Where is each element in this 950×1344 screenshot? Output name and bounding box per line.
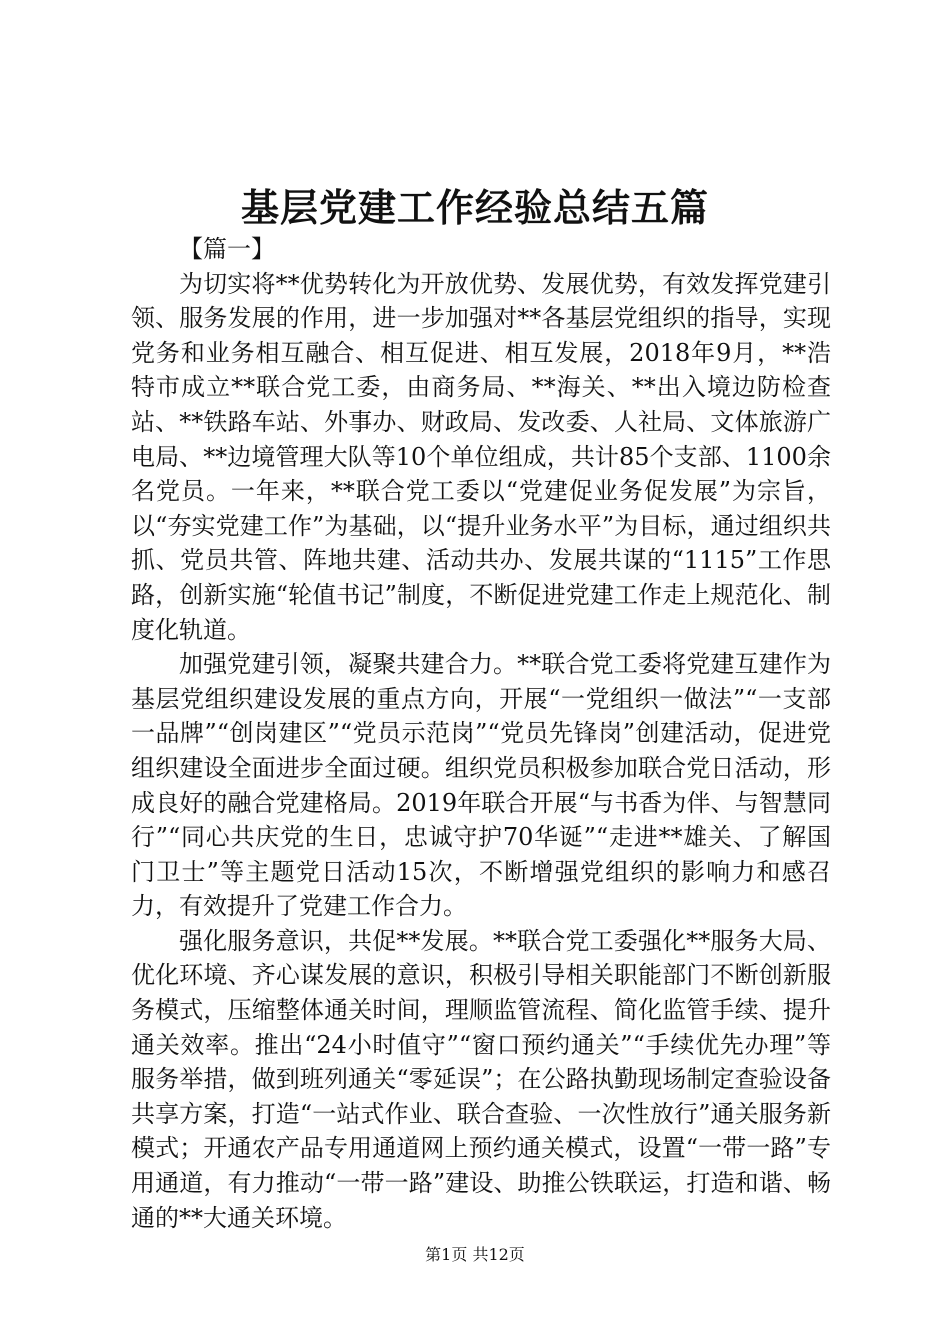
document-body xyxy=(131,232,831,1235)
section-label: 【篇一】 xyxy=(179,235,275,263)
paragraph-1: 为切实将**优势转化为开放优势、发展优势，有效发挥党建引领、服务发展的作用，进一步加强对**各基层党组织的指导，实现党务和业务相互融合、相互促进、相互发展，2018年9月，**浩特市成立**联合党工委，由商务局、**海关、**出入境边防检查站、**铁路车站、外事办、财政局、发改委、人社局、文体旅游广电局、**边境管理大队等10个单位组成，共计85个支部、1100余名党员。一年来，**联合党工委以“党建促业务促发展”为宗旨，以“夯实党建工作”为基础，以“提升业务水平”为目标，通过组织共抓、党员共管、阵地共建、活动共办、发展共谋的“1115”工作思路，创新实施“轮值书记”制度，不断促进党建工作走上规范化、制度化轨道。 xyxy=(131,269,831,644)
page-footer: 第1页 共12页 xyxy=(425,1245,525,1264)
paragraph-3: 强化服务意识，共促**发展。**联合党工委强化**服务大局、优化环境、齐心谋发展的意识，积极引导相关职能部门不断创新服务模式，压缩整体通关时间，理顺监管流程、简化监管手续、提升通关效率。推出“24小时值守”“窗口预约通关”“手续优先办理”等服务举措，做到班列通关“零延误”；在公路执勤现场制定查验设备共享方案，打造“一站式作业、联合查验、一次性放行”通关服务新模式；开通农产品专用通道网上预约通关模式，设置“一带一路”专用通道，有力推动“一带一路”建设、助推公铁联运，打造和谐、畅通的**大通关环境。 xyxy=(131,926,831,1232)
document-title: 基层党建工作经验总结五篇 xyxy=(240,185,709,230)
paragraph-2: 加强党建引领，凝聚共建合力。**联合党工委将党建互建作为基层党组织建设发展的重点方向，开展“一党组织一做法”“一支部一品牌”“创岗建区”“党员示范岗”“党员先锋岗”创建活动，促进党组织建设全面进步全面过硬。组织党员积极参加联合党日活动，形成良好的融合党建格局。2019年联合开展“与书香为伴、与智慧同行”“同心共庆党的生日，忠诚守护70华诞”“走进**雄关、了解国门卫士”等主题党日活动15次，不断增强党组织的影响力和感召力，有效提升了党建工作合力。 xyxy=(131,650,831,921)
